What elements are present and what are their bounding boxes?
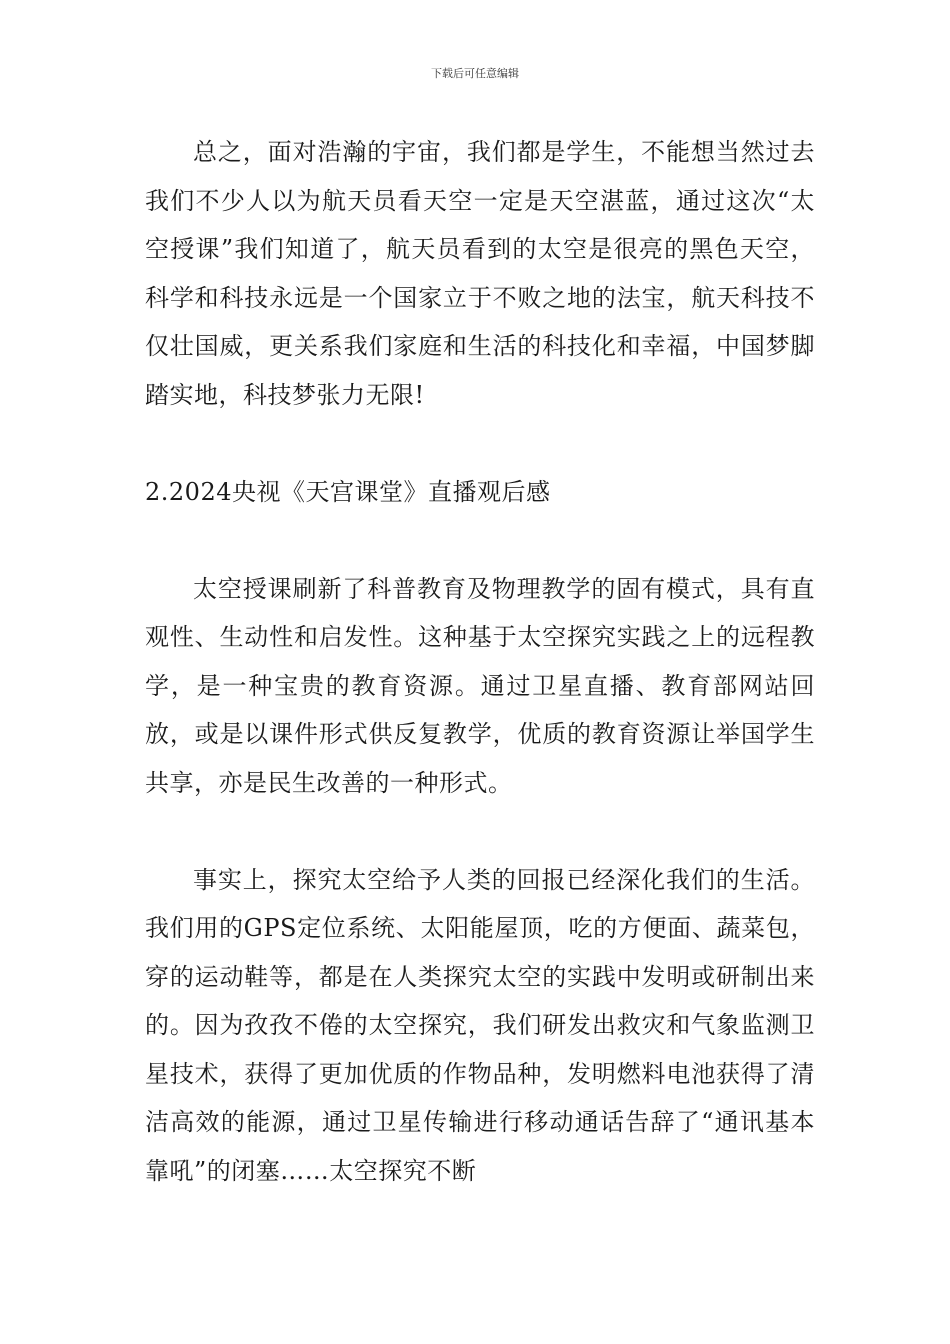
paragraph-spacer [145,419,815,468]
page-header: 下载后可任意编辑 [431,67,519,80]
paragraph-spacer [145,516,815,565]
paragraph-space-benefits: 事实上，探究太空给予人类的回报已经深化我们的生活。我们用的GPS定位系统、太阳能屋顶，吃的方便面、蔬菜包，穿的运动鞋等，都是在人类探究太空的实践中发明或研制出来的。因为孜孜不倦的太空探究，我们研发出救灾和气象监测卫星技术，获得了更加优质的作物品种，发明燃料电池获得了清洁高效的能源，通过卫星传输进行移动通话告辞了“通讯基本靠吼”的闭塞……太空探究不断 [145,865,815,1185]
section-heading: 2.2024央视《天宫课堂》直播观后感 [145,477,551,506]
paragraph-space-teaching: 太空授课刷新了科普教育及物理教学的固有模式，具有直观性、生动性和启发性。这种基于太空探究实践之上的远程教学，是一种宝贵的教育资源。通过卫星直播、教育部网站回放，或是以课件形式供反复教学，优质的教育资源让举国学生共享，亦是民生改善的一种形式。 [145,574,815,797]
paragraph-spacer [145,807,815,856]
document-body [145,128,815,1195]
paragraph-conclusion: 总之，面对浩瀚的宇宙，我们都是学生，不能想当然过去我们不少人以为航天员看天空一定是天空湛蓝，通过这次“太空授课”我们知道了，航天员看到的太空是很亮的黑色天空，科学和科技永远是一个国家立于不败之地的法宝，航天科技不仅壮国威，更关系我们家庭和生活的科技化和幸福，中国梦脚踏实地，科技梦张力无限! [145,138,815,409]
